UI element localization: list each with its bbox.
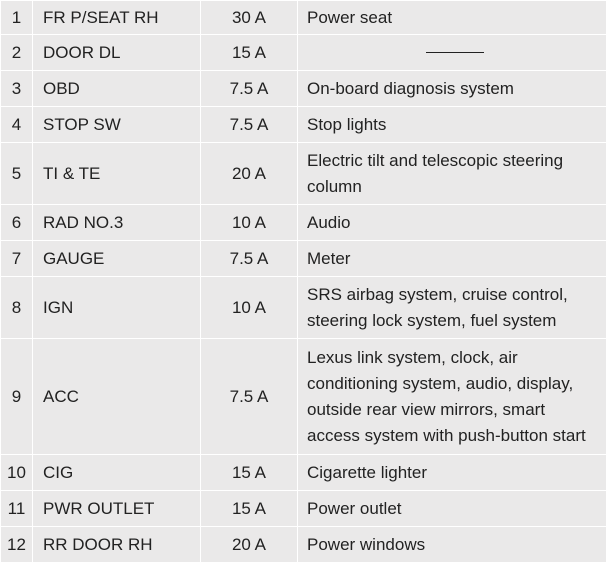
- fuse-number: 3: [1, 71, 33, 107]
- fuse-amperage: 30 A: [201, 1, 298, 35]
- fuse-number: 9: [1, 339, 33, 455]
- table-row: [1, 1, 607, 35]
- fuse-amperage: 7.5 A: [201, 339, 298, 455]
- fuse-name: FR P/SEAT RH: [33, 1, 201, 35]
- fuse-number: 10: [1, 455, 33, 491]
- fuse-name: PWR OUTLET: [33, 491, 201, 527]
- fuse-amperage: 15 A: [201, 35, 298, 71]
- fuse-amperage: 10 A: [201, 205, 298, 241]
- fuse-number: 5: [1, 143, 33, 205]
- table-row: [1, 35, 607, 71]
- fuse-amperage: 15 A: [201, 455, 298, 491]
- fuse-name: RR DOOR RH: [33, 527, 201, 563]
- fuse-circuit: Electric tilt and telescopic steering column: [298, 143, 607, 205]
- table-row: [1, 205, 607, 241]
- fuse-amperage: 20 A: [201, 527, 298, 563]
- fuse-name: ACC: [33, 339, 201, 455]
- fuse-number: 1: [1, 1, 33, 35]
- fuse-circuit: Audio: [298, 205, 607, 241]
- fuse-circuit: Power windows: [298, 527, 607, 563]
- fuse-name: OBD: [33, 71, 201, 107]
- no-circuit-dash: [426, 52, 484, 53]
- table-row: [1, 455, 607, 491]
- fuse-circuit: Stop lights: [298, 107, 607, 143]
- fuse-number: 11: [1, 491, 33, 527]
- fuse-number: 12: [1, 527, 33, 563]
- fuse-number: 4: [1, 107, 33, 143]
- fuse-circuit-none: [298, 35, 607, 71]
- fuse-name: DOOR DL: [33, 35, 201, 71]
- table-row: [1, 527, 607, 563]
- table-row: [1, 71, 607, 107]
- fuse-name: RAD NO.3: [33, 205, 201, 241]
- fuse-amperage: 7.5 A: [201, 241, 298, 277]
- fuse-circuit: Cigarette lighter: [298, 455, 607, 491]
- fuse-name: GAUGE: [33, 241, 201, 277]
- fuse-amperage: 7.5 A: [201, 107, 298, 143]
- fuse-amperage: 15 A: [201, 491, 298, 527]
- fuse-name: TI & TE: [33, 143, 201, 205]
- table-row: [1, 491, 607, 527]
- fuse-amperage: 20 A: [201, 143, 298, 205]
- fuse-circuit: Power seat: [298, 1, 607, 35]
- table-row: [1, 143, 607, 205]
- fuse-number: 6: [1, 205, 33, 241]
- fuse-number: 2: [1, 35, 33, 71]
- fuse-circuit: On-board diagnosis system: [298, 71, 607, 107]
- fuse-name: IGN: [33, 277, 201, 339]
- fuse-circuit: Lexus link system, clock, air conditioning system, audio, display, outside rear view mirrors, smart access system with push-button start: [298, 339, 607, 455]
- fuse-amperage: 10 A: [201, 277, 298, 339]
- fuse-circuit: Meter: [298, 241, 607, 277]
- table-row: [1, 107, 607, 143]
- fuse-amperage: 7.5 A: [201, 71, 298, 107]
- table-row: [1, 339, 607, 455]
- fuse-circuit: SRS airbag system, cruise control, steering lock system, fuel system: [298, 277, 607, 339]
- table-row: [1, 241, 607, 277]
- fuse-name: STOP SW: [33, 107, 201, 143]
- fuse-circuit: Power outlet: [298, 491, 607, 527]
- fuse-number: 8: [1, 277, 33, 339]
- table-row: [1, 277, 607, 339]
- fuse-number: 7: [1, 241, 33, 277]
- fuse-name: CIG: [33, 455, 201, 491]
